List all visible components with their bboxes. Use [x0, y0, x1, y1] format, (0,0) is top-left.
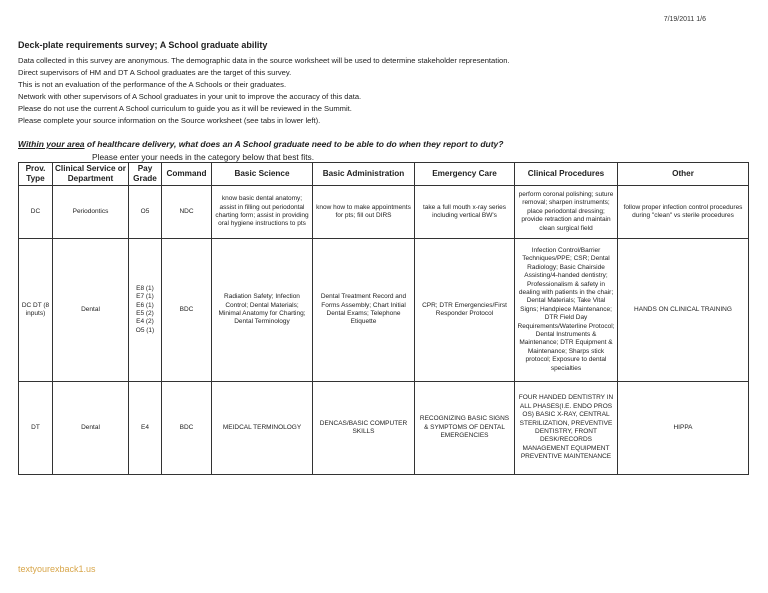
- question-rest: of healthcare delivery, what does an A School graduate need to be able to do when they report to duty?: [84, 139, 504, 149]
- header-pay-grade: Pay Grade: [129, 163, 162, 186]
- survey-title: Deck-plate requirements survey; A School graduate ability: [18, 40, 268, 50]
- intro-line: Data collected in this survey are anonymous. The demographic data in the source worksheet will be used to determine stakeholder representation.: [18, 56, 510, 65]
- cell-service[interactable]: Periodontics: [53, 186, 129, 239]
- pay-grade-entry: E5 (2): [136, 310, 154, 317]
- pay-grade-entry: E8 (1): [136, 284, 154, 292]
- intro-line: Please complete your source information on the Source worksheet (see tabs in lower left).: [18, 116, 321, 125]
- header-basic-science: Basic Science: [212, 163, 313, 186]
- cell-basic-science[interactable]: Radiation Safety; Infection Control; Dental Materials; Minimal Anatomy for Charting; Dental Terminology: [212, 239, 313, 382]
- intro-line: Direct supervisors of HM and DT A School graduates are the target of this survey.: [18, 68, 292, 77]
- header-emergency-care: Emergency Care: [415, 163, 515, 186]
- pay-grade-entry: O5 (1): [135, 326, 155, 334]
- cell-emergency-care[interactable]: CPR; DTR Emergencies/First Responder Protocol: [415, 239, 515, 382]
- table-header-row: [19, 163, 749, 186]
- cell-basic-admin[interactable]: Dental Treatment Record and Forms Assembly; Chart Initial Dental Exams; Telephone Etiquette: [313, 239, 415, 382]
- question-prefix: Within your area: [18, 139, 85, 149]
- cell-basic-admin[interactable]: DENCAS/BASIC COMPUTER SKILLS: [313, 382, 415, 475]
- header-prov-type: Prov. Type: [19, 163, 53, 186]
- cell-command[interactable]: BDC: [162, 382, 212, 475]
- cell-basic-admin[interactable]: know how to make appointments for pts; fill out DIRS: [313, 186, 415, 239]
- header-clinical-service: Clinical Service or Department: [53, 163, 129, 186]
- header-command: Command: [162, 163, 212, 186]
- cell-clinical-procedures[interactable]: FOUR HANDED DENTISTRY IN ALL PHASES(I.E. ENDO PROS OS) BASIC X-RAY, CENTRAL STERILIZATION, PREVENTIVE DENTISTRY, FRONT DESK/RECORDS MANAGEMENT EQUIPMENT PREVENTIVE MAINTENANCE: [515, 382, 618, 475]
- cell-prov-type[interactable]: DC: [19, 186, 53, 239]
- cell-clinical-procedures[interactable]: Infection Control/Barrier Techniques/PPE; CSR; Dental Radiology; Basic Chairside Assisting/4-handed dentistry; Professionalism & safety in dealing with patients in the chair; Dental Materials; Take Vital Signs; Handpiece Maintenance; DTR Field Day Requirements/Waterline Protocol; Dental Instruments & Maintenance; DTR Equipment & Maintenance; Sharps stick protocol; Exposure to dental specialties: [515, 239, 618, 382]
- intro-text: [18, 55, 718, 127]
- intro-line: This is not an evaluation of the performance of the A Schools or their graduates.: [18, 80, 287, 89]
- intro-line: Please do not use the current A School curriculum to guide you as it will be reviewed in the Summit.: [18, 104, 352, 113]
- table-instructions: Please enter your needs in the category below that best fits.: [92, 152, 315, 162]
- header-basic-administration: Basic Administration: [313, 163, 415, 186]
- cell-emergency-care[interactable]: take a full mouth x-ray series including vertical BW's: [415, 186, 515, 239]
- cell-emergency-care[interactable]: RECOGNIZING BASIC SIGNS & SYMPTOMS OF DENTAL EMERGENCIES: [415, 382, 515, 475]
- cell-clinical-procedures[interactable]: perform coronal polishing; suture removal; sharpen instruments; place periodontal dressing; provide retraction and maintain clean surgical field: [515, 186, 618, 239]
- table-row: [19, 186, 749, 239]
- cell-command[interactable]: NDC: [162, 186, 212, 239]
- table-row: [19, 382, 749, 475]
- table-row: [19, 239, 749, 382]
- header-other: Other: [618, 163, 749, 186]
- pay-grade-entry: E4 (2): [136, 318, 154, 326]
- pay-grade-entry: E6 (1): [136, 301, 154, 309]
- cell-service[interactable]: Dental: [53, 382, 129, 475]
- cell-service[interactable]: Dental: [53, 239, 129, 382]
- requirements-table: [18, 162, 749, 475]
- cell-other[interactable]: HANDS ON CLINICAL TRAINING: [618, 239, 749, 382]
- cell-command[interactable]: BDC: [162, 239, 212, 382]
- survey-question: [18, 139, 503, 149]
- cell-basic-science[interactable]: MEIDCAL TERMINOLOGY: [212, 382, 313, 475]
- cell-other[interactable]: HIPPA: [618, 382, 749, 475]
- cell-basic-science[interactable]: know basic dental anatomy; assist in filling out periodontal charting form; assist in providing oral hygiene instructions to pts: [212, 186, 313, 239]
- print-date: 7/19/2011 1/6: [663, 16, 706, 23]
- cell-pay-grade[interactable]: [129, 239, 162, 382]
- cell-pay-grade[interactable]: E4: [129, 382, 162, 475]
- cell-pay-grade[interactable]: O5: [129, 186, 162, 239]
- cell-prov-type[interactable]: DC DT (8 inputs): [19, 239, 53, 382]
- cell-prov-type[interactable]: DT: [19, 382, 53, 475]
- intro-line: Network with other supervisors of A School graduates in your unit to improve the accuracy of this data.: [18, 92, 362, 101]
- cell-other[interactable]: follow proper infection control procedures during "clean" vs sterile procedures: [618, 186, 749, 239]
- pay-grade-entry: E7 (1): [136, 293, 154, 301]
- watermark-text: textyourexback1.us: [18, 564, 96, 574]
- header-clinical-procedures: Clinical Procedures: [515, 163, 618, 186]
